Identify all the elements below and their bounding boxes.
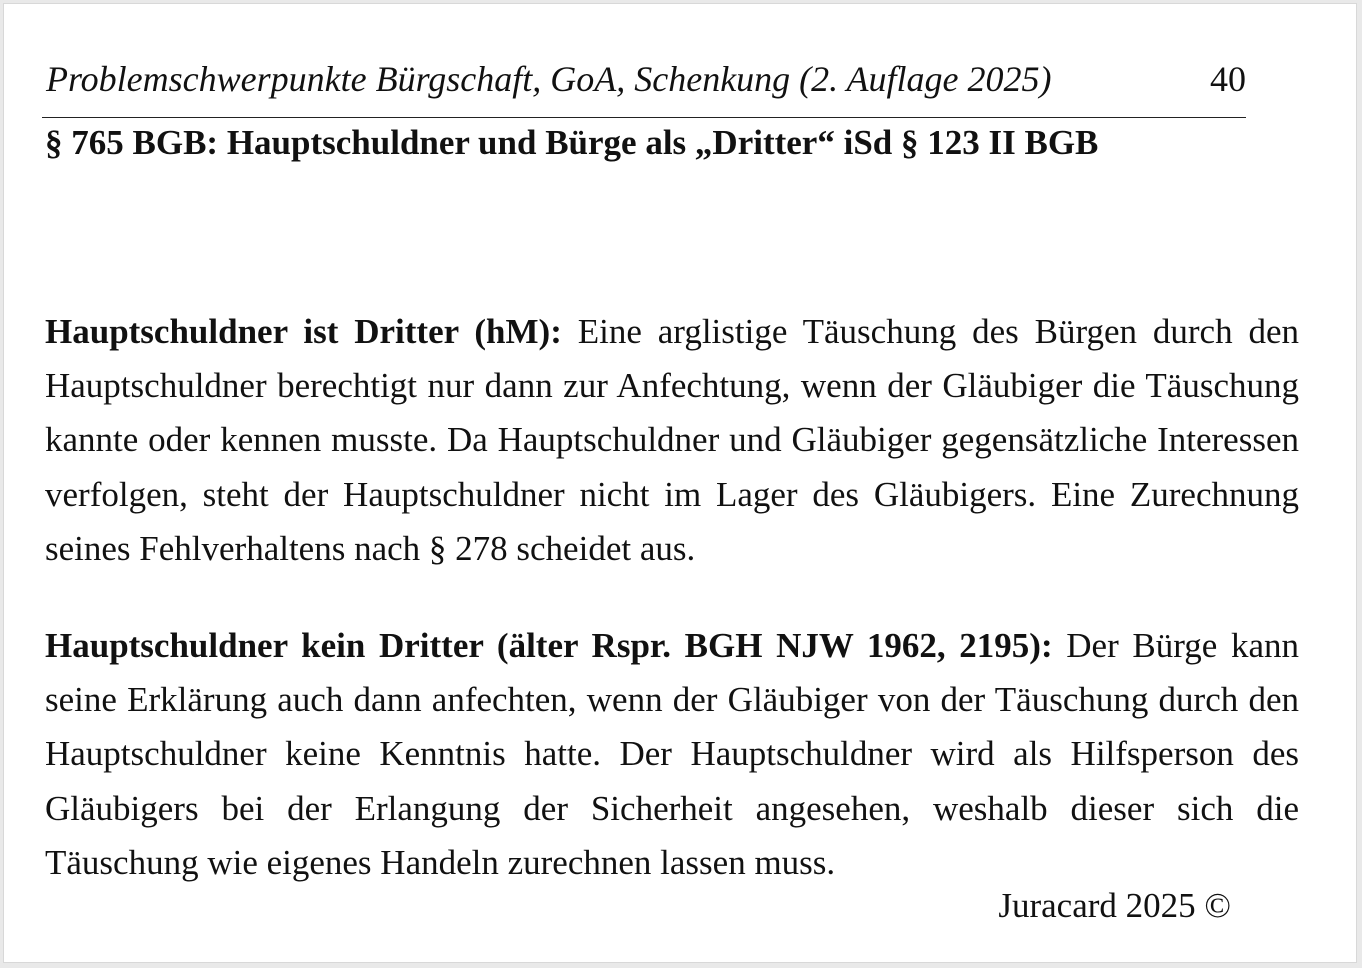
document-page xyxy=(3,3,1357,963)
paragraph-text: Eine arglistige Täuschung des Bürgen durch den Hauptschuldner berechtigt nur dann zur Anfechtung, wenn der Gläubiger die Täuschung kannte oder kennen musste. Da Hauptschuldner und Gläubiger gegensätzliche Interessen verfolgen, steht der Hauptschuldner nicht im Lager des Gläubigers. Eine Zurechnung seines Fehlverhaltens nach § 278 scheidet aus. xyxy=(45,312,1299,568)
section-heading: § 765 BGB: Hauptschuldner und Bürge als „Dritter“ iSd § 123 II BGB xyxy=(45,123,1099,162)
running-header xyxy=(42,56,1246,118)
copyright-notice: Juracard 2025 © xyxy=(998,886,1231,925)
paragraph-majority-view xyxy=(45,305,1299,576)
paragraph-label: Hauptschuldner kein Dritter (älter Rspr. BGH NJW 1962, 2195): xyxy=(45,626,1053,665)
paragraph-text: Der Bürge kann seine Erklärung auch dann anfechten, wenn der Gläubiger von der Täuschung durch den Hauptschuldner keine Kenntnis hatte. Der Hauptschuldner wird als Hilfsperson des Gläubigers bei der Erlangung der Sicherheit angesehen, weshalb dieser sich die Täuschung wie eigenes Handeln zurechnen lassen muss. xyxy=(45,626,1299,882)
paragraph-label: Hauptschuldner ist Dritter (hM): xyxy=(45,312,562,351)
running-title: Problemschwerpunkte Bürgschaft, GoA, Schenkung (2. Auflage 2025) xyxy=(46,59,1052,99)
page-number: 40 xyxy=(1210,59,1246,99)
paragraph-older-case-law xyxy=(45,619,1299,890)
